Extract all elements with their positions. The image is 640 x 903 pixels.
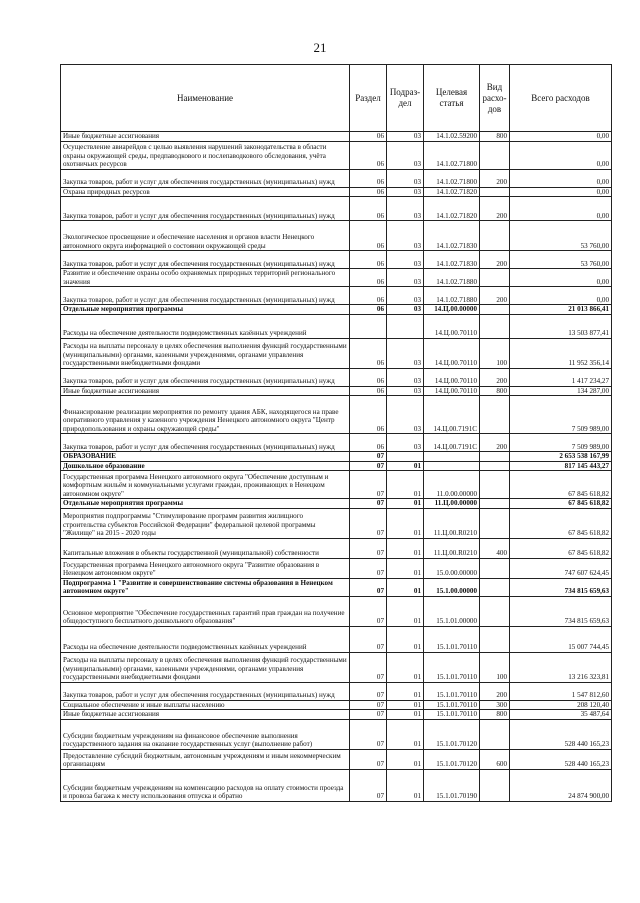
row-subsection: 01	[387, 471, 424, 499]
row-name: Закупка товаров, работ и услуг для обеспечения государственных (муниципальных) нужд	[61, 434, 350, 452]
row-subsection: 01	[387, 682, 424, 700]
row-target: 15.1.01.70110	[424, 682, 480, 700]
row-exp-type	[480, 719, 510, 749]
row-section: 06	[350, 269, 387, 287]
row-subsection: 03	[387, 287, 424, 305]
row-section: 07	[350, 578, 387, 596]
table-row	[61, 471, 612, 499]
table-row	[61, 197, 612, 221]
row-total: 0,00	[510, 132, 612, 142]
row-total: 13 216 323,81	[510, 652, 612, 682]
row-exp-type	[480, 626, 510, 652]
row-exp-type	[480, 461, 510, 471]
row-name: Экологическое просвещение и обеспечение населения и органов власти Ненецкого автономного округа информацией о состоянии окружающей среды	[61, 221, 350, 251]
row-total: 67 845 618,82	[510, 471, 612, 499]
row-exp-type: 300	[480, 700, 510, 710]
row-exp-type	[480, 305, 510, 315]
row-name: Предоставление субсидий бюджетным, автономным учреждениям и иным некоммерческим организациям	[61, 749, 350, 769]
row-target: 14.Ц.00.70110	[424, 368, 480, 386]
table-row	[61, 652, 612, 682]
row-total: 0,00	[510, 187, 612, 197]
row-name: Иные бюджетные ассигнования	[61, 710, 350, 720]
table-header-row	[61, 65, 612, 132]
row-target	[424, 461, 480, 471]
row-exp-type: 200	[480, 287, 510, 305]
row-section: 06	[350, 434, 387, 452]
table-row	[61, 452, 612, 462]
row-exp-type	[480, 499, 510, 509]
row-total: 528 440 165,23	[510, 719, 612, 749]
table-row	[61, 269, 612, 287]
row-exp-type: 800	[480, 386, 510, 396]
row-section: 06	[350, 141, 387, 169]
row-subsection: 03	[387, 221, 424, 251]
row-target: 11.Ц.00.R0210	[424, 508, 480, 538]
row-exp-type	[480, 452, 510, 462]
table-row	[61, 769, 612, 801]
row-section: 07	[350, 538, 387, 558]
row-total: 24 874 900,00	[510, 769, 612, 801]
row-section: 07	[350, 508, 387, 538]
row-exp-type	[480, 596, 510, 626]
row-total: 0,00	[510, 287, 612, 305]
row-section: 06	[350, 305, 387, 315]
row-exp-type	[480, 769, 510, 801]
row-section: 06	[350, 221, 387, 251]
table-row	[61, 682, 612, 700]
row-exp-type	[480, 508, 510, 538]
row-section: 07	[350, 719, 387, 749]
row-subsection: 01	[387, 508, 424, 538]
row-total: 747 607 624,45	[510, 558, 612, 578]
row-target: 15.0.00.00000	[424, 558, 480, 578]
row-section: 06	[350, 251, 387, 269]
row-target: 14.1.02.71800	[424, 169, 480, 187]
row-total: 0,00	[510, 269, 612, 287]
row-exp-type	[480, 269, 510, 287]
table-row	[61, 719, 612, 749]
row-total: 734 815 659,63	[510, 596, 612, 626]
row-subsection: 03	[387, 368, 424, 386]
row-name: Охрана природных ресурсов	[61, 187, 350, 197]
row-section: 07	[350, 682, 387, 700]
row-exp-type	[480, 141, 510, 169]
row-subsection: 01	[387, 538, 424, 558]
row-total: 208 120,40	[510, 700, 612, 710]
row-subsection: 03	[387, 305, 424, 315]
row-total: 53 760,00	[510, 221, 612, 251]
table-row	[61, 434, 612, 452]
row-section: 07	[350, 652, 387, 682]
row-exp-type: 400	[480, 538, 510, 558]
row-section	[350, 314, 387, 338]
row-name: Подпрограмма 1 "Развитие и совершенствование системы образования в Ненецком автономном округе"	[61, 578, 350, 596]
header-target: Целевая статья	[424, 65, 480, 132]
row-total: 13 503 877,41	[510, 314, 612, 338]
row-subsection: 03	[387, 132, 424, 142]
table-row	[61, 187, 612, 197]
row-exp-type	[480, 558, 510, 578]
row-name: Расходы на выплаты персоналу в целях обеспечения выполнения функций государственными (муниципальными) органами, казенными учреждениями, органами управления государственными внебюджетными фондами	[61, 338, 350, 368]
row-total: 53 760,00	[510, 251, 612, 269]
row-name: Расходы на обеспечение деятельности подведомственных казённых учреждений	[61, 314, 350, 338]
row-subsection: 01	[387, 461, 424, 471]
table-row	[61, 626, 612, 652]
row-exp-type: 800	[480, 132, 510, 142]
row-total: 817 145 443,27	[510, 461, 612, 471]
row-target: 15.1.01.70120	[424, 749, 480, 769]
row-total: 1 547 812,60	[510, 682, 612, 700]
row-exp-type: 200	[480, 434, 510, 452]
row-total: 11 952 356,14	[510, 338, 612, 368]
table-row	[61, 749, 612, 769]
row-section: 07	[350, 471, 387, 499]
row-name: Капитальные вложения в объекты государственной (муниципальной) собственности	[61, 538, 350, 558]
row-section: 06	[350, 386, 387, 396]
row-name: Государственная программа Ненецкого автономного округа "Обеспечение доступным и комфортным жильём и коммунальными услугами граждан, проживающих в Ненецком автономном округе"	[61, 471, 350, 499]
row-subsection: 01	[387, 769, 424, 801]
row-subsection: 03	[387, 434, 424, 452]
row-target: 11.Ц.00.R0210	[424, 538, 480, 558]
row-name: Государственная программа Ненецкого автономного округа "Развитие образования в Ненецком автономном округе"	[61, 558, 350, 578]
row-section: 06	[350, 396, 387, 434]
row-subsection: 01	[387, 749, 424, 769]
row-section: 06	[350, 132, 387, 142]
row-name: Социальное обеспечение и иные выплаты населению	[61, 700, 350, 710]
row-target: 14.Ц.00.70110	[424, 386, 480, 396]
row-target: 15.1.00.00000	[424, 578, 480, 596]
row-subsection	[387, 314, 424, 338]
row-target: 15.1.01.70110	[424, 652, 480, 682]
row-target: 14.1.02.71880	[424, 287, 480, 305]
header-section: Раздел	[350, 65, 387, 132]
row-target: 14.Ц.00.7191С	[424, 434, 480, 452]
row-name: Основное мероприятие "Обеспечение государственных гарантий прав граждан на получение общедоступного бесплатного дошкольного образования"	[61, 596, 350, 626]
header-name: Наименование	[61, 65, 350, 132]
table-row	[61, 141, 612, 169]
row-target: 15.1.01.70120	[424, 719, 480, 749]
row-total: 0,00	[510, 169, 612, 187]
table-row	[61, 710, 612, 720]
row-target: 14.1.02.71800	[424, 141, 480, 169]
row-exp-type	[480, 471, 510, 499]
table-body	[61, 132, 612, 802]
row-section: 07	[350, 558, 387, 578]
row-target: 14.1.02.71830	[424, 221, 480, 251]
row-subsection: 03	[387, 141, 424, 169]
row-subsection: 03	[387, 386, 424, 396]
table-row	[61, 368, 612, 386]
row-section: 06	[350, 187, 387, 197]
row-section: 07	[350, 461, 387, 471]
budget-table	[60, 64, 612, 802]
row-subsection: 01	[387, 652, 424, 682]
row-section: 06	[350, 338, 387, 368]
row-target: 14.1.02.71820	[424, 197, 480, 221]
table-row	[61, 461, 612, 471]
row-name: Субсидии бюджетным учреждениям на финансовое обеспечение выполнения государственного задания на оказание государственных услуг (выполнение работ)	[61, 719, 350, 749]
table-row	[61, 578, 612, 596]
row-total: 2 653 538 167,99	[510, 452, 612, 462]
table-row	[61, 314, 612, 338]
row-subsection: 03	[387, 197, 424, 221]
table-row	[61, 499, 612, 509]
row-name: Закупка товаров, работ и услуг для обеспечения государственных (муниципальных) нужд	[61, 251, 350, 269]
row-exp-type	[480, 314, 510, 338]
row-name: ОБРАЗОВАНИЕ	[61, 452, 350, 462]
table-row	[61, 169, 612, 187]
row-target: 15.1.01.70190	[424, 769, 480, 801]
row-exp-type	[480, 221, 510, 251]
row-exp-type: 800	[480, 710, 510, 720]
row-subsection: 01	[387, 558, 424, 578]
row-section: 07	[350, 700, 387, 710]
row-exp-type: 200	[480, 251, 510, 269]
table-row	[61, 396, 612, 434]
row-name: Расходы на обеспечение деятельности подведомственных казённых учреждений	[61, 626, 350, 652]
row-exp-type	[480, 396, 510, 434]
row-section: 07	[350, 626, 387, 652]
row-subsection: 01	[387, 710, 424, 720]
row-subsection: 03	[387, 338, 424, 368]
row-subsection: 01	[387, 626, 424, 652]
row-exp-type	[480, 187, 510, 197]
row-section: 06	[350, 169, 387, 187]
row-subsection: 03	[387, 396, 424, 434]
row-exp-type: 100	[480, 338, 510, 368]
row-name: Закупка товаров, работ и услуг для обеспечения государственных (муниципальных) нужд	[61, 197, 350, 221]
row-subsection: 01	[387, 596, 424, 626]
row-target: 14.1.02.59200	[424, 132, 480, 142]
row-target: 14.Ц.00.00000	[424, 305, 480, 315]
row-name: Развитие и обеспечение охраны особо охраняемых природных территорий регионального значения	[61, 269, 350, 287]
row-total: 67 845 618,82	[510, 499, 612, 509]
row-exp-type: 200	[480, 682, 510, 700]
table-row	[61, 596, 612, 626]
row-subsection: 03	[387, 169, 424, 187]
table-row	[61, 700, 612, 710]
row-target: 14.1.02.71830	[424, 251, 480, 269]
row-subsection: 03	[387, 269, 424, 287]
row-name: Дошкольное образование	[61, 461, 350, 471]
row-section: 07	[350, 499, 387, 509]
row-total: 7 509 989,00	[510, 434, 612, 452]
row-section: 07	[350, 769, 387, 801]
row-name: Закупка товаров, работ и услуг для обеспечения государственных (муниципальных) нужд	[61, 682, 350, 700]
row-section: 06	[350, 287, 387, 305]
table-row	[61, 386, 612, 396]
row-section: 06	[350, 197, 387, 221]
row-section: 07	[350, 749, 387, 769]
row-name: Мероприятия подпрограммы "Стимулирование программ развития жилищного строительства субъектов Российской Федерации" федеральной целевой программы "Жилище" на 2015 - 2020 годы	[61, 508, 350, 538]
row-section: 07	[350, 710, 387, 720]
table-row	[61, 221, 612, 251]
row-subsection: 03	[387, 187, 424, 197]
row-total: 0,00	[510, 141, 612, 169]
row-target: 14.1.02.71820	[424, 187, 480, 197]
row-total: 35 487,64	[510, 710, 612, 720]
row-name: Закупка товаров, работ и услуг для обеспечения государственных (муниципальных) нужд	[61, 287, 350, 305]
table-row	[61, 508, 612, 538]
row-exp-type: 200	[480, 169, 510, 187]
row-target: 11.Ц.00.00000	[424, 499, 480, 509]
row-target: 11.0.00.00000	[424, 471, 480, 499]
row-exp-type: 100	[480, 652, 510, 682]
row-total: 0,00	[510, 197, 612, 221]
row-target: 14.1.02.71880	[424, 269, 480, 287]
table-row	[61, 251, 612, 269]
row-subsection: 01	[387, 700, 424, 710]
row-name: Отдельные мероприятия программы	[61, 499, 350, 509]
row-target: 15.1.01.00000	[424, 596, 480, 626]
row-name: Финансирование реализации мероприятия по ремонту здания АБК, находящегося на праве оперативного управления у казенного учреждения Ненецкого автономного округа "Центр природопользования и охраны окружающей среды"	[61, 396, 350, 434]
row-total: 134 287,00	[510, 386, 612, 396]
row-section: 07	[350, 596, 387, 626]
row-total: 528 440 165,23	[510, 749, 612, 769]
row-target: 14.Ц.00.70110	[424, 314, 480, 338]
row-total: 734 815 659,63	[510, 578, 612, 596]
row-target: 15.1.01.70110	[424, 710, 480, 720]
row-subsection	[387, 452, 424, 462]
row-total: 15 007 744,45	[510, 626, 612, 652]
row-name: Субсидии бюджетным учреждениям на компенсацию расходов на оплату стоимости проезда и провоза багажа к месту использования отпуска и обратно	[61, 769, 350, 801]
row-target: 14.Ц.00.7191С	[424, 396, 480, 434]
header-total: Всего расходов	[510, 65, 612, 132]
row-target	[424, 452, 480, 462]
row-name: Закупка товаров, работ и услуг для обеспечения государственных (муниципальных) нужд	[61, 368, 350, 386]
row-total: 1 417 234,27	[510, 368, 612, 386]
row-name: Отдельные мероприятия программы	[61, 305, 350, 315]
row-total: 67 845 618,82	[510, 508, 612, 538]
table-row	[61, 305, 612, 315]
row-section: 07	[350, 452, 387, 462]
row-subsection: 03	[387, 251, 424, 269]
row-section: 06	[350, 368, 387, 386]
row-name: Иные бюджетные ассигнования	[61, 132, 350, 142]
row-exp-type: 200	[480, 197, 510, 221]
row-exp-type	[480, 578, 510, 596]
row-name: Осуществление авиарейдов с целью выявления нарушений законодательства в области охраны окружающей среды, предпаводкового и послепаводкового обследования, учёта охотничьих ресурсов	[61, 141, 350, 169]
table-row	[61, 338, 612, 368]
row-name: Расходы на выплаты персоналу в целях обеспечения выполнения функций государственными (муниципальными) органами, казенными учреждениями, органами управления государственными внебюджетными фондами	[61, 652, 350, 682]
table-row	[61, 132, 612, 142]
row-target: 14.Ц.00.70110	[424, 338, 480, 368]
table-row	[61, 538, 612, 558]
row-total: 21 013 866,41	[510, 305, 612, 315]
row-total: 7 509 989,00	[510, 396, 612, 434]
row-name: Иные бюджетные ассигнования	[61, 386, 350, 396]
table-row	[61, 287, 612, 305]
row-subsection: 01	[387, 578, 424, 596]
page-number: 21	[313, 40, 327, 55]
row-target: 15.1.01.70110	[424, 626, 480, 652]
row-name: Закупка товаров, работ и услуг для обеспечения государственных (муниципальных) нужд	[61, 169, 350, 187]
header-exp-type: Вид расхо-дов	[480, 65, 510, 132]
header-subsection: Подраз-дел	[387, 65, 424, 132]
row-exp-type: 600	[480, 749, 510, 769]
row-subsection: 01	[387, 719, 424, 749]
row-target: 15.1.01.70110	[424, 700, 480, 710]
row-exp-type: 200	[480, 368, 510, 386]
table-row	[61, 558, 612, 578]
row-total: 67 845 618,82	[510, 538, 612, 558]
row-subsection: 01	[387, 499, 424, 509]
